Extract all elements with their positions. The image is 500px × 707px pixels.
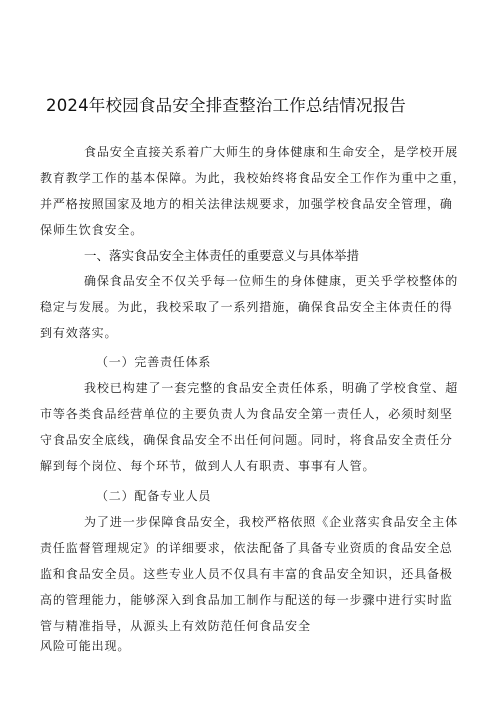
intro-line: 食品安全直接关系着广大师生的身体健康和生命安全，是学校开展 bbox=[84, 145, 459, 159]
section-para-line: 到有效落实。 bbox=[40, 326, 118, 340]
subsection-para-line: 高的管理能力，能够深入到食品加工制作与配送的每一步骤中进行实时监 bbox=[40, 593, 453, 607]
section-para-line: 确保食品安全不仅关乎每一位师生的身体健康，更关乎学校整体的 bbox=[84, 274, 459, 288]
subsection-para-line: 市等各类食品经营单位的主要负责人为食品安全第一责任人，必须时刻坚 bbox=[40, 407, 453, 421]
subsection-para-line: 监和食品安全员。这些专业人员不仅具有丰富的食品安全知识，还具备极 bbox=[40, 567, 453, 581]
subsection-heading: （一）完善责任体系 bbox=[96, 355, 212, 369]
intro-line: 保师生饮食安全。 bbox=[40, 223, 144, 237]
subsection-para-line: 守食品安全底线，确保食品安全不出任何问题。同时，将食品安全责任分 bbox=[40, 433, 453, 447]
subsection-para-line: 管与精准指导，从源头上有效防范任何食品安全 bbox=[40, 619, 311, 633]
section-heading: 一、落实食品安全主体责任的重要意义与具体举措 bbox=[84, 248, 360, 263]
document-title: 2024年校园食品安全排查整治工作总结情况报告 bbox=[46, 96, 407, 115]
section-para-line: 稳定与发展。为此，我校采取了一系列措施，确保食品安全主体责任的得 bbox=[40, 300, 453, 314]
subsection-para-line: 解到每个岗位、每个环节，做到人人有职责、事事有人管。 bbox=[40, 459, 376, 473]
subsection-para-line: 风险可能出现。 bbox=[40, 639, 131, 653]
intro-line: 教育教学工作的基本保障。为此，我校始终将食品安全工作作为重中之重， bbox=[40, 171, 466, 185]
subsection-heading: （二）配备专业人员 bbox=[96, 489, 212, 503]
subsection-para-line: 为了进一步保障食品安全，我校严格依照《企业落实食品安全主体 bbox=[84, 515, 459, 529]
subsection-para-line: 我校已构建了一套完整的食品安全责任体系，明确了学校食堂、超 bbox=[84, 381, 459, 395]
subsection-para-line: 责任监督管理规定》的详细要求，依法配备了具备专业资质的食品安全总 bbox=[40, 541, 453, 555]
intro-line: 并严格按照国家及地方的相关法律法规要求，加强学校食品安全管理，确 bbox=[40, 197, 453, 211]
